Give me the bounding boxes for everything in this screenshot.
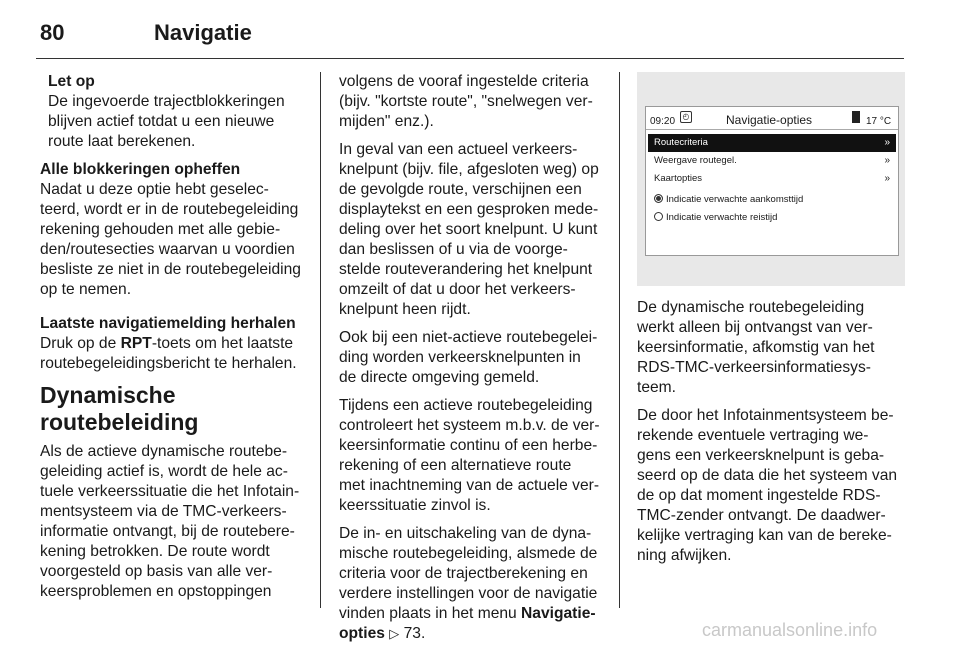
text-line: voorgesteld op basis van alle ver- <box>40 563 273 580</box>
section-remove-blocks <box>40 160 308 300</box>
text-line: Als de actieve dynamische routebe- <box>40 443 288 460</box>
paragraph: Tijdens een actieve routebegeleiding controleert het systeem m.b.v. de ver- keersinformatie continu of een herbe- rekening of een alternatieve route met inachtneming van de actuele ver- keerssituatie zinvol is. <box>339 397 600 514</box>
menu-name: Navigatie- <box>521 605 596 622</box>
chevron-right-icon: » <box>884 137 890 148</box>
section-heading: Laatste navigatiemelding herhalen <box>40 315 296 332</box>
menu-name: opties <box>339 625 385 642</box>
display-screenshot <box>637 72 905 286</box>
text-line: informatie ontvangt, bij de routebere- <box>40 523 295 540</box>
menu-item-routecriteria[interactable]: Routecriteria » <box>648 134 896 152</box>
screen-temperature: 17 °C <box>866 116 892 127</box>
paragraph: Ook bij een niet-actieve routebegelei- ding worden verkeersknelpunten in de directe omgeving gemeld. <box>339 329 598 386</box>
text-line: besliste ze niet in de routebegeleiding <box>40 261 301 278</box>
menu-item-kaartopties[interactable]: Kaartopties » <box>648 170 896 188</box>
paragraph: De in- en uitschakeling van de dyna- mische routebegeleiding, alsmede de criteria voor de trajectberekening en verdere instellingen voor de navigatie vinden plaats in het menu Navigatie- opties ▷ 73. <box>339 525 598 642</box>
section-dynamic-intro <box>40 442 308 602</box>
column-divider-1 <box>320 72 321 608</box>
page-reference-icon: ▷ <box>389 626 400 641</box>
column-2 <box>339 72 607 652</box>
text-line: rekening gehouden met alle gebie- <box>40 221 281 238</box>
radio-arrival-time[interactable]: Indicatie verwachte aankomsttijd <box>648 191 896 209</box>
text-line: geleiding actief is, wordt de hele ac- <box>40 463 288 480</box>
infotainment-screen <box>645 106 899 256</box>
text-line: den/routesecties waarvan u voordien <box>40 241 295 258</box>
radio-travel-time[interactable]: Indicatie verwachte reistijd <box>648 209 896 227</box>
section-repeat-message <box>40 314 308 374</box>
paragraph: volgens de vooraf ingestelde criteria (bijv. "kortste route", "snelwegen ver- mijden" enz.). <box>339 73 593 130</box>
paragraph: In geval van een actueel verkeers- knelpunt (bijv. file, afgesloten weg) op de gevolgde route, verschijnen een displaytekst en een gesproken mede- deling over het soort knelpunt. U kunt dan beslissen of u via de voorge- stelde routeverandering het knelpunt omzeilt of dat u door het verkeers- knelpunt heen rijdt. <box>339 141 599 318</box>
header-divider <box>36 58 904 59</box>
chevron-right-icon: » <box>884 173 890 184</box>
chevron-right-icon: » <box>884 155 890 166</box>
radio-unselected-icon <box>654 212 663 221</box>
section-title-dynamic-routing: Dynamische routebeleiding <box>40 382 199 435</box>
rpt-key: RPT <box>120 335 152 352</box>
radio-selected-icon <box>654 194 663 203</box>
phone-icon <box>852 111 860 123</box>
page-title: Navigatie <box>154 20 252 45</box>
page-reference[interactable]: 73. <box>399 625 426 642</box>
text-line: Druk op de RPT-toets om het laatste <box>40 335 294 352</box>
clock-icon: ◴ <box>680 111 692 123</box>
note-line: De ingevoerde trajectblokkeringen <box>48 93 285 110</box>
text-line: mentsysteem via de TMC-verkeers- <box>40 503 287 520</box>
text-line: op te nemen. <box>40 281 132 298</box>
text-line: keersproblemen en opstoppingen <box>40 583 272 600</box>
note-line: route laat berekenen. <box>48 133 196 150</box>
text-line: Nadat u deze optie hebt geselec- <box>40 181 269 198</box>
text-line: routebegeleidingsbericht te herhalen. <box>40 355 297 372</box>
column-divider-2 <box>619 72 620 608</box>
page-header <box>36 16 924 50</box>
screen-status-bar <box>646 107 898 130</box>
page-number: 80 <box>40 20 65 45</box>
text-line: teerd, wordt er in de routebegeleiding <box>40 201 299 218</box>
text-line: tuele verkeerssituatie die het Infotain- <box>40 483 300 500</box>
column-3 <box>637 72 905 574</box>
screen-time: 09:20 <box>650 116 676 127</box>
paragraph: De door het Infotainmentsysteem be- rekende eventuele vertraging we- gens een verkeersknelpunt is geba- seerd op de data die het systeem van de op dat moment ingestelde RDS- TMC-zender ontvangt. De daadwer- kelijke vertraging kan van de bereke- ning afwijken. <box>637 407 898 564</box>
menu-item-weergave-routegel[interactable]: Weergave routegel. » <box>648 152 896 170</box>
column-1 <box>40 72 308 610</box>
note-box <box>40 72 308 152</box>
watermark: carmanualsonline.info <box>702 620 878 640</box>
text-line: kening betrokken. De route wordt <box>40 543 270 560</box>
paragraph: De dynamische routebegeleiding werkt alleen bij ontvangst van ver- keersinformatie, afkomstig van het RDS-TMC-verkeersinformatiesys- teem. <box>637 299 875 396</box>
note-title: Let op <box>48 73 95 90</box>
section-heading: Alle blokkeringen opheffen <box>40 161 241 178</box>
screen-title: Navigatie-opties <box>726 113 813 127</box>
note-line: blijven actief totdat u een nieuwe <box>48 113 275 130</box>
